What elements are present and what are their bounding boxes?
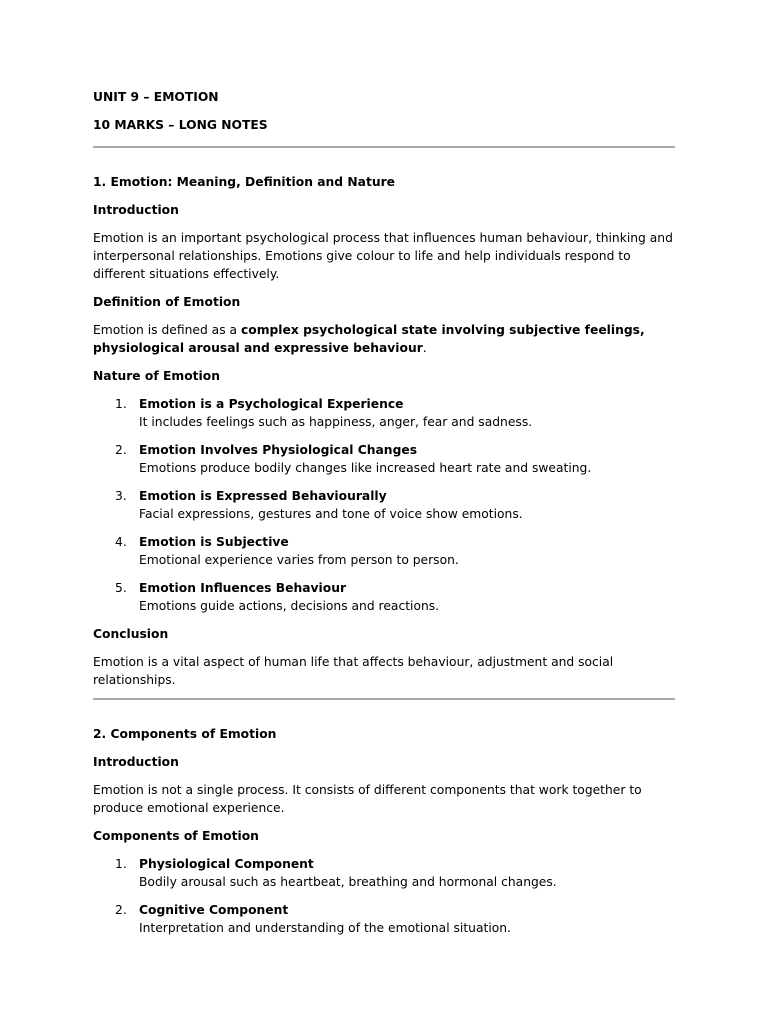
list-item-desc: Interpretation and understanding of the emotional situation. <box>139 921 511 935</box>
nature-list <box>93 395 675 615</box>
list-item-desc: Emotional experience varies from person to person. <box>139 553 459 567</box>
list-item-number: 2. <box>115 903 127 917</box>
section2-intro-text: Emotion is not a single process. It consists of different components that work together to produce emotional experience. <box>93 783 642 815</box>
list-item-number: 1. <box>115 857 127 871</box>
list-item-number: 1. <box>115 397 127 411</box>
components-heading: Components of Emotion <box>93 829 259 843</box>
list-item-desc: Facial expressions, gestures and tone of voice show emotions. <box>139 507 523 521</box>
list-item-title: Emotion is Subjective <box>139 535 289 549</box>
section1-intro-heading: Introduction <box>93 203 179 217</box>
list-item-number: 5. <box>115 581 127 595</box>
list-item-desc: It includes feelings such as happiness, anger, fear and sadness. <box>139 415 533 429</box>
document-body <box>93 88 675 937</box>
unit-title: UNIT 9 – EMOTION <box>93 90 219 104</box>
list-item-title: Cognitive Component <box>139 903 289 917</box>
list-item-desc: Emotions guide actions, decisions and reactions. <box>139 599 440 613</box>
list-item <box>93 579 675 615</box>
list-item-title: Emotion is a Psychological Experience <box>139 397 404 411</box>
conclusion-text: Emotion is a vital aspect of human life that affects behaviour, adjustment and social relationships. <box>93 655 614 687</box>
list-item-number: 2. <box>115 443 127 457</box>
list-item <box>93 901 675 937</box>
marks-title: 10 MARKS – LONG NOTES <box>93 118 268 132</box>
definition-suffix: . <box>422 341 427 355</box>
definition-bold: complex psychological state involving subjective feelings, physiological arousal and expressive behaviour <box>93 323 645 355</box>
definition-text <box>93 321 675 357</box>
definition-heading: Definition of Emotion <box>93 295 241 309</box>
list-item <box>93 441 675 477</box>
list-item-number: 3. <box>115 489 127 503</box>
components-list <box>93 855 675 937</box>
list-item <box>93 855 675 891</box>
list-item-number: 4. <box>115 535 127 549</box>
section-divider <box>93 698 675 700</box>
list-item <box>93 487 675 523</box>
list-item-title: Physiological Component <box>139 857 314 871</box>
list-item <box>93 395 675 431</box>
list-item-title: Emotion Influences Behaviour <box>139 581 347 595</box>
section-divider <box>93 146 675 148</box>
section1-intro-text: Emotion is an important psychological process that influences human behaviour, thinking and interpersonal relationships. Emotions give colour to life and help individuals respond to different situations effectively. <box>93 231 673 281</box>
section1-title: 1. Emotion: Meaning, Definition and Nature <box>93 175 395 189</box>
conclusion-heading: Conclusion <box>93 627 169 641</box>
list-item <box>93 533 675 569</box>
list-item-title: Emotion Involves Physiological Changes <box>139 443 418 457</box>
definition-prefix: Emotion is defined as a <box>93 323 241 337</box>
section2-intro-heading: Introduction <box>93 755 179 769</box>
list-item-desc: Emotions produce bodily changes like increased heart rate and sweating. <box>139 461 592 475</box>
nature-heading: Nature of Emotion <box>93 369 220 383</box>
list-item-title: Emotion is Expressed Behaviourally <box>139 489 387 503</box>
section2-title: 2. Components of Emotion <box>93 727 277 741</box>
list-item-desc: Bodily arousal such as heartbeat, breathing and hormonal changes. <box>139 875 557 889</box>
